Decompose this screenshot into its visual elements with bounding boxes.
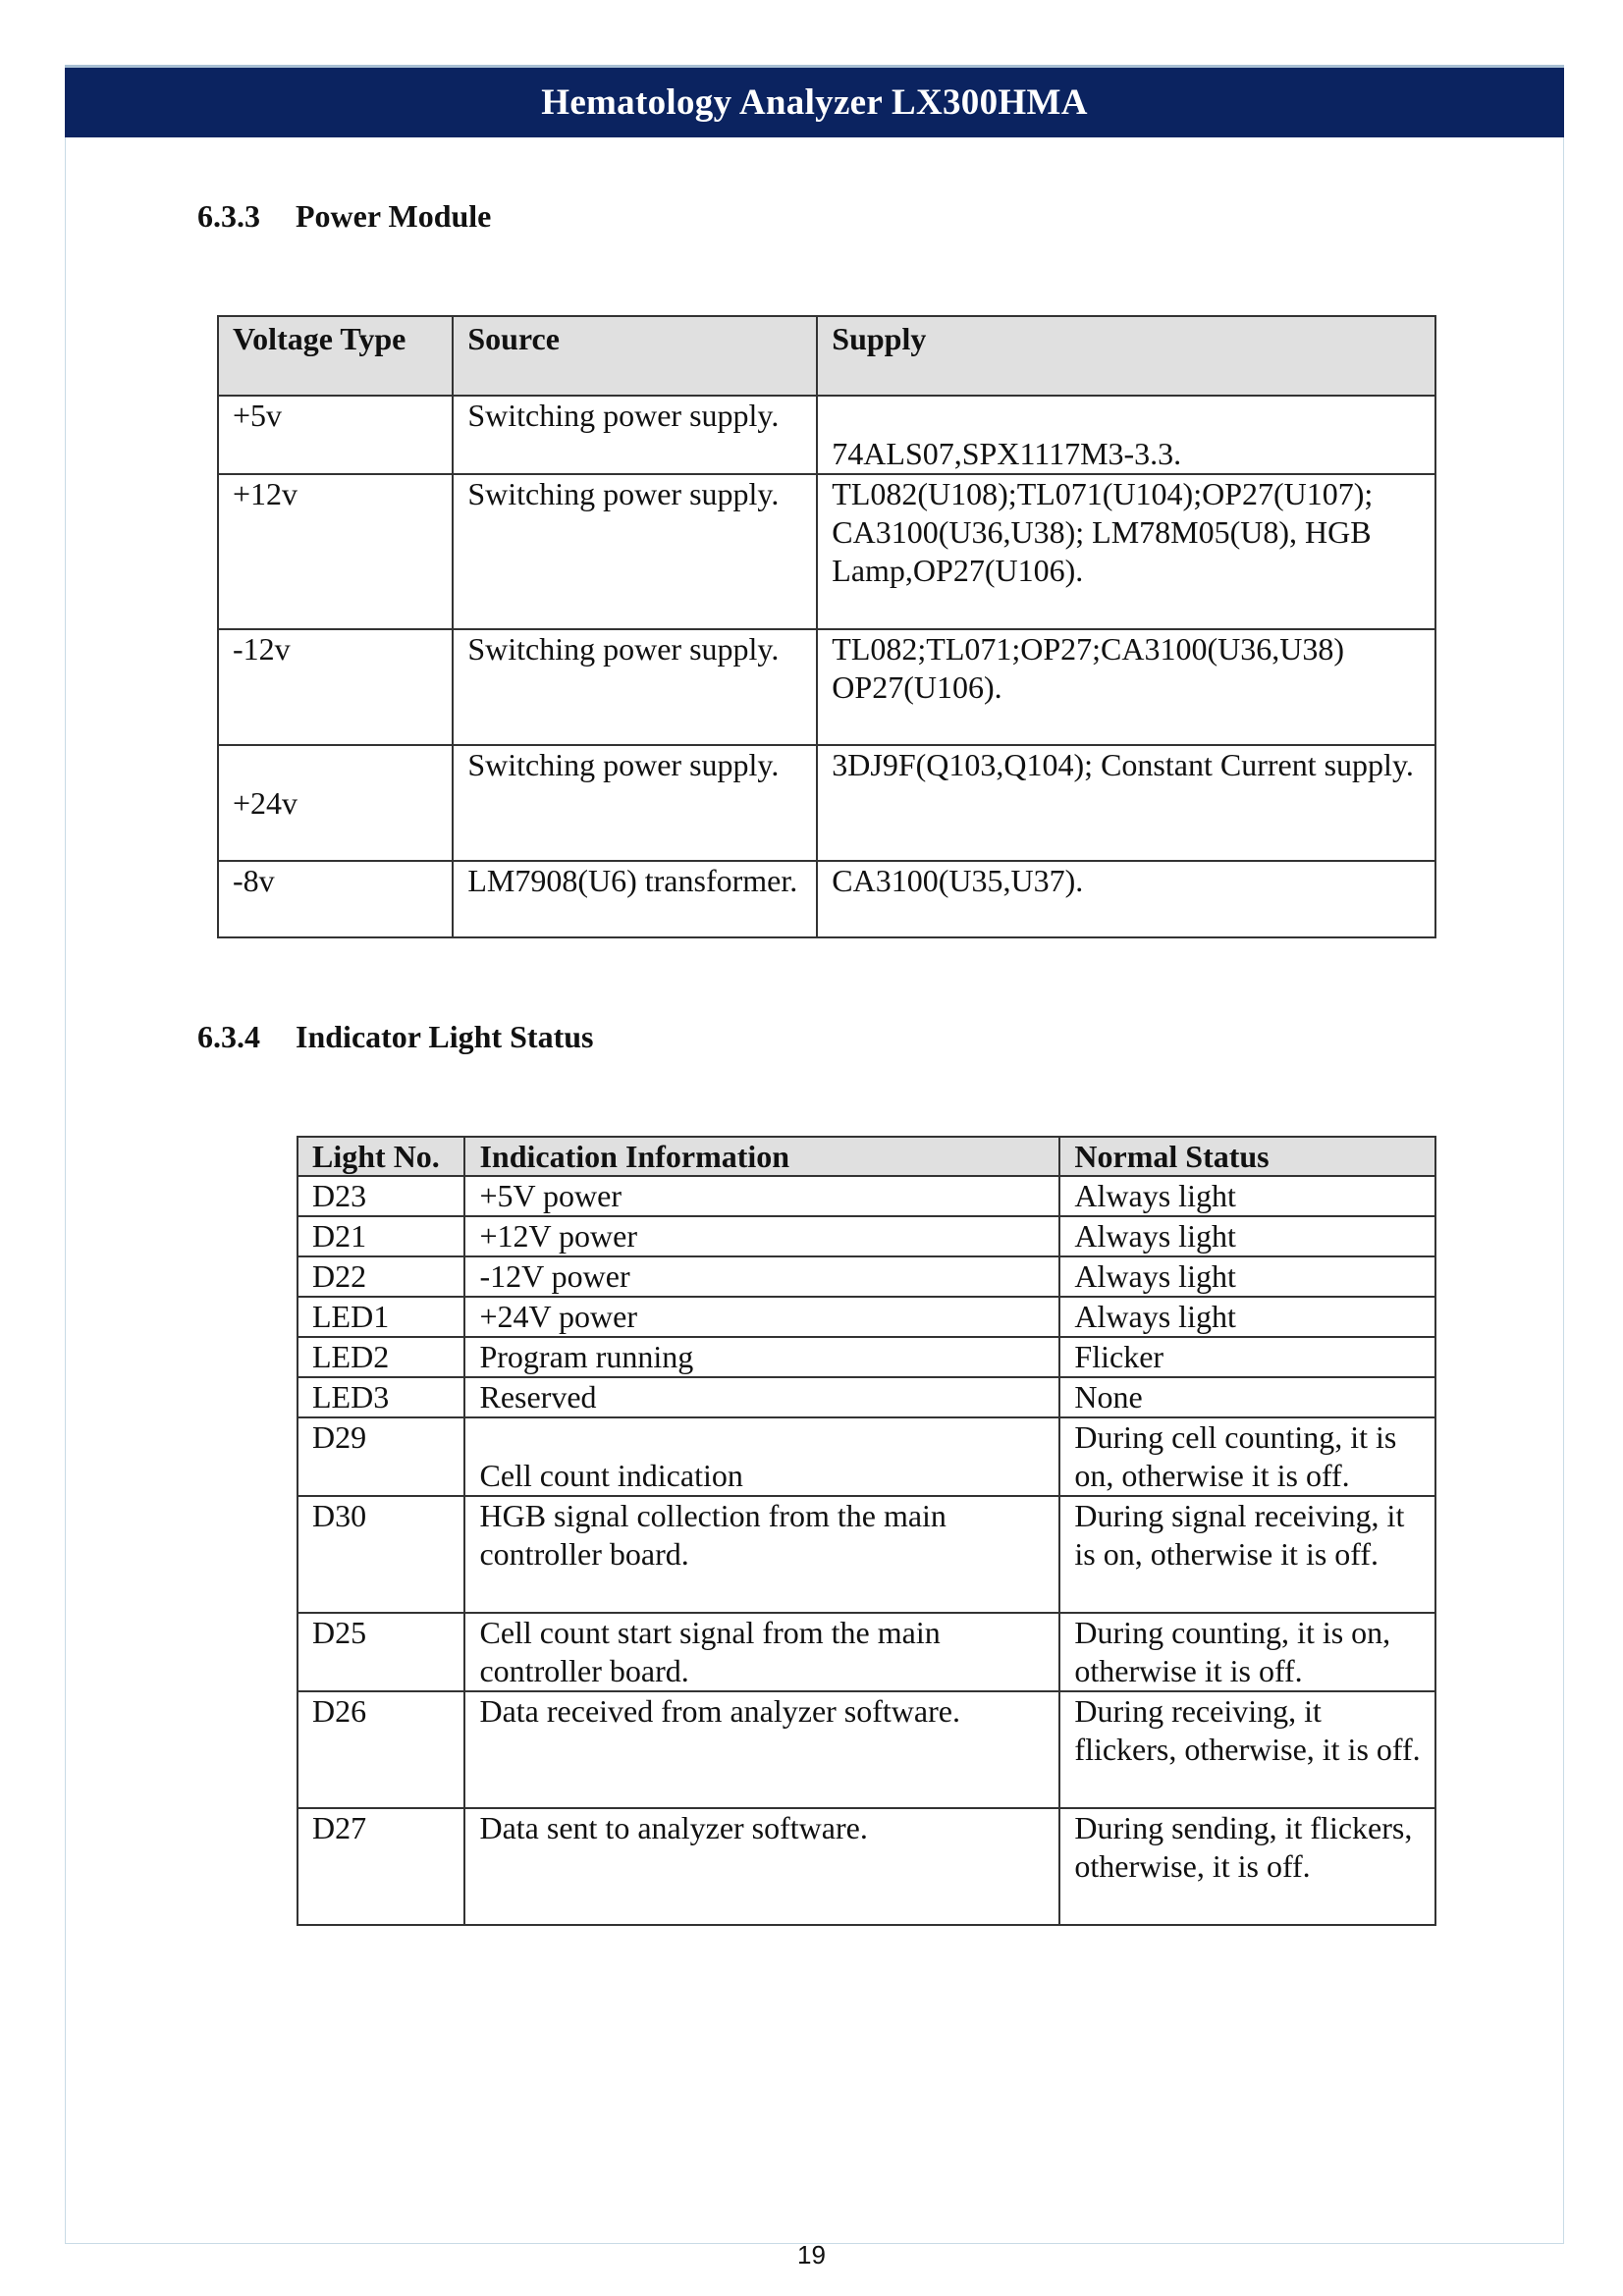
voltage-cell: +12v	[218, 474, 453, 629]
section-number: 6.3.4	[197, 1019, 260, 1054]
table-row	[298, 1176, 1435, 1216]
light-cell: D22	[298, 1256, 464, 1297]
section-heading-power	[197, 198, 491, 235]
source-cell: Switching power supply.	[453, 474, 817, 629]
info-cell: Program running	[464, 1337, 1059, 1377]
light-cell: D25	[298, 1613, 464, 1691]
table-row	[298, 1256, 1435, 1297]
info-cell: +5V power	[464, 1176, 1059, 1216]
light-cell: D30	[298, 1496, 464, 1613]
info-cell: Data received from analyzer software.	[464, 1691, 1059, 1808]
status-cell: During receiving, it flickers, otherwise, it is off.	[1059, 1691, 1435, 1808]
table-row	[298, 1613, 1435, 1691]
table-row	[218, 861, 1435, 937]
voltage-cell: -12v	[218, 629, 453, 745]
source-cell: LM7908(U6) transformer.	[453, 861, 817, 937]
section-title: Indicator Light Status	[296, 1019, 594, 1054]
info-cell: Reserved	[464, 1377, 1059, 1417]
power-module-table	[217, 315, 1436, 938]
source-cell: Switching power supply.	[453, 629, 817, 745]
indicator-light-table	[297, 1136, 1436, 1926]
table-row	[298, 1691, 1435, 1808]
column-header: Voltage Type	[218, 316, 453, 396]
table-row	[298, 1337, 1435, 1377]
voltage-cell: +24v	[218, 745, 453, 861]
section-number: 6.3.3	[197, 198, 260, 234]
light-cell: LED1	[298, 1297, 464, 1337]
light-cell: D27	[298, 1808, 464, 1925]
voltage-cell: -8v	[218, 861, 453, 937]
info-cell: HGB signal collection from the main controller board.	[464, 1496, 1059, 1613]
supply-cell: CA3100(U35,U37).	[817, 861, 1435, 937]
status-cell: During signal receiving, it is on, otherwise it is off.	[1059, 1496, 1435, 1613]
status-cell: Always light	[1059, 1176, 1435, 1216]
light-cell: D29	[298, 1417, 464, 1496]
table-row	[218, 745, 1435, 861]
info-cell: Cell count start signal from the main controller board.	[464, 1613, 1059, 1691]
column-header: Indication Information	[464, 1137, 1059, 1176]
table-row	[218, 474, 1435, 629]
column-header: Supply	[817, 316, 1435, 396]
info-cell: Data sent to analyzer software.	[464, 1808, 1059, 1925]
info-cell: +24V power	[464, 1297, 1059, 1337]
section-heading-indicator	[197, 1019, 593, 1055]
table-row	[298, 1417, 1435, 1496]
light-cell: D23	[298, 1176, 464, 1216]
source-cell: Switching power supply.	[453, 396, 817, 474]
table-row	[218, 629, 1435, 745]
info-cell: -12V power	[464, 1256, 1059, 1297]
column-header: Light No.	[298, 1137, 464, 1176]
status-cell: During counting, it is on, otherwise it is off.	[1059, 1613, 1435, 1691]
status-cell: During sending, it flickers, otherwise, it is off.	[1059, 1808, 1435, 1925]
light-cell: D26	[298, 1691, 464, 1808]
table-row	[298, 1216, 1435, 1256]
status-cell: Always light	[1059, 1297, 1435, 1337]
column-header: Normal Status	[1059, 1137, 1435, 1176]
source-cell: Switching power supply.	[453, 745, 817, 861]
light-cell: LED3	[298, 1377, 464, 1417]
supply-cell: 3DJ9F(Q103,Q104); Constant Current supply.	[817, 745, 1435, 861]
section-title: Power Module	[296, 198, 492, 234]
table-row	[298, 1808, 1435, 1925]
info-cell: +12V power	[464, 1216, 1059, 1256]
light-cell: D21	[298, 1216, 464, 1256]
table-row	[298, 1377, 1435, 1417]
document-header	[65, 65, 1564, 137]
status-cell: Flicker	[1059, 1337, 1435, 1377]
info-cell: Cell count indication	[464, 1417, 1059, 1496]
status-cell: Always light	[1059, 1216, 1435, 1256]
light-cell: LED2	[298, 1337, 464, 1377]
status-cell: None	[1059, 1377, 1435, 1417]
table-row	[298, 1496, 1435, 1613]
document-title: Hematology Analyzer LX300HMA	[541, 82, 1088, 123]
supply-cell: 74ALS07,SPX1117M3-3.3.	[817, 396, 1435, 474]
table-row	[218, 396, 1435, 474]
table-header-row	[298, 1137, 1435, 1176]
column-header: Source	[453, 316, 817, 396]
supply-cell: TL082(U108);TL071(U104);OP27(U107); CA3100(U36,U38); LM78M05(U8), HGB Lamp,OP27(U106).	[817, 474, 1435, 629]
table-row	[298, 1297, 1435, 1337]
status-cell: During cell counting, it is on, otherwise it is off.	[1059, 1417, 1435, 1496]
voltage-cell: +5v	[218, 396, 453, 474]
status-cell: Always light	[1059, 1256, 1435, 1297]
table-header-row	[218, 316, 1435, 396]
supply-cell: TL082;TL071;OP27;CA3100(U36,U38) OP27(U106).	[817, 629, 1435, 745]
page-number: 19	[797, 2240, 826, 2269]
